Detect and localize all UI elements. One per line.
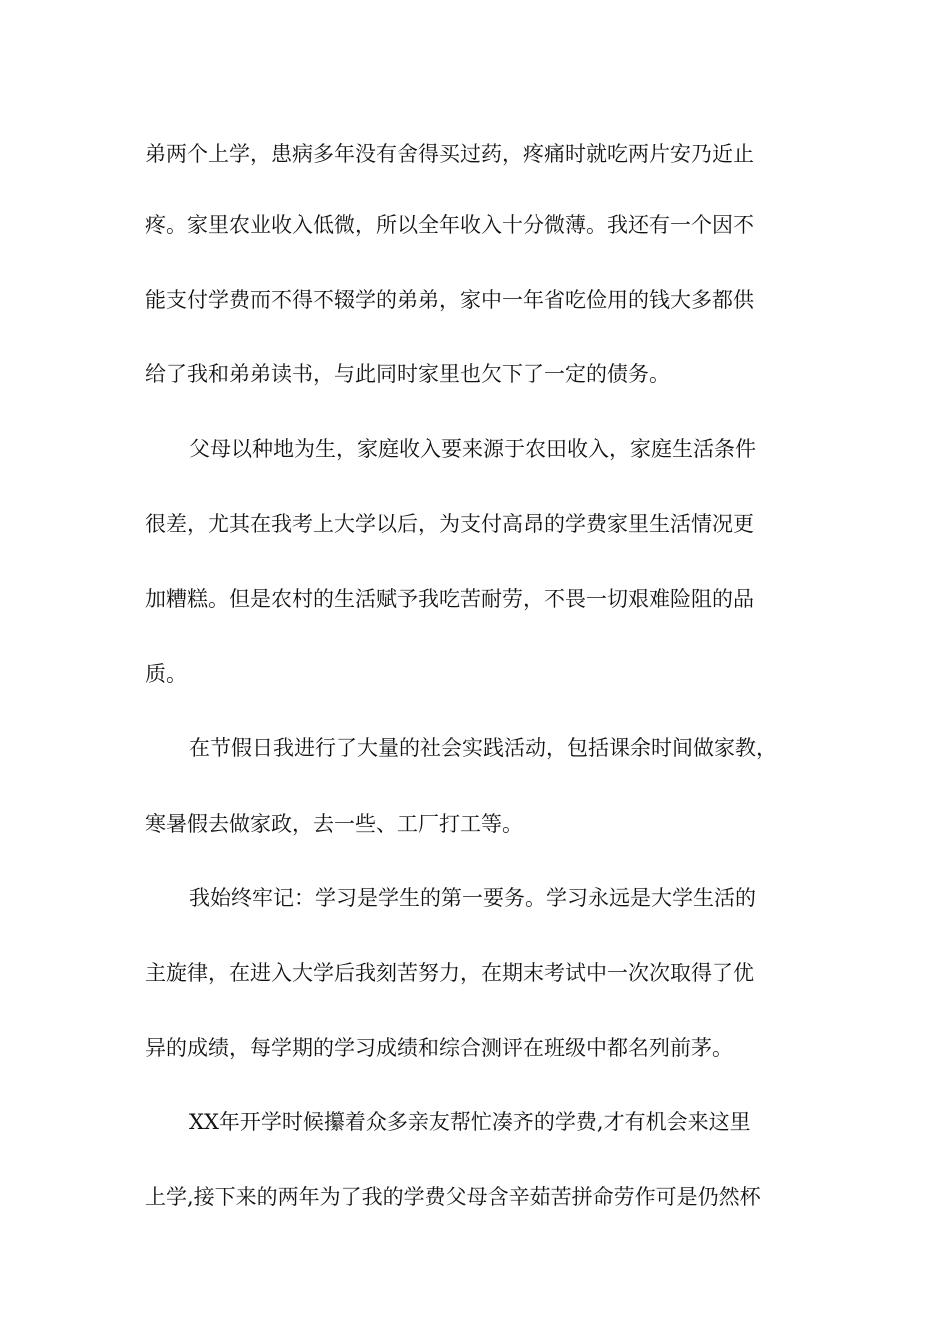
- paragraph-first-line: 我始终牢记：学习是学生的第一要务。学习永远是大学生活的: [189, 886, 756, 910]
- paragraph-first-line: 在节假日我进行了大量的社会实践活动，包括课余时间做家教，: [189, 736, 777, 760]
- text-line: 寒暑假去做家政，去一些、工厂打工等。: [145, 812, 523, 836]
- text-line: 弟两个上学，患病多年没有舍得买过药，疼痛时就吃两片安乃近止: [145, 142, 754, 166]
- text-line: 给了我和弟弟读书，与此同时家里也欠下了一定的债务。: [145, 362, 670, 386]
- text-line: 很差，尤其在我考上大学以后，为支付高昂的学费家里生活情况更: [145, 512, 754, 536]
- paragraph-first-line: XX年开学时候攥着众多亲友帮忙凑齐的学费,才有机会来这里: [189, 1110, 751, 1134]
- text-line: 质。: [145, 662, 187, 686]
- text-line: 异的成绩，每学期的学习成绩和综合测评在班级中都名列前茅。: [145, 1036, 733, 1060]
- paragraph-first-line: 父母以种地为生，家庭收入要来源于农田收入，家庭生活条件: [189, 437, 756, 461]
- text-line: 上学,接下来的两年为了我的学费父母含辛茹苦拼命劳作可是仍然杯: [145, 1185, 761, 1209]
- text-line: 主旋律，在进入大学后我刻苦努力，在期末考试中一次次取得了优: [145, 961, 754, 985]
- text-line: 加糟糕。但是农村的生活赋予我吃苦耐劳，不畏一切艰难险阻的品: [145, 587, 754, 611]
- text-line: 疼。家里农业收入低微，所以全年收入十分微薄。我还有一个因不: [145, 213, 754, 237]
- text-line: 能支付学费而不得不辍学的弟弟，家中一年省吃俭用的钱大多都供: [145, 288, 754, 312]
